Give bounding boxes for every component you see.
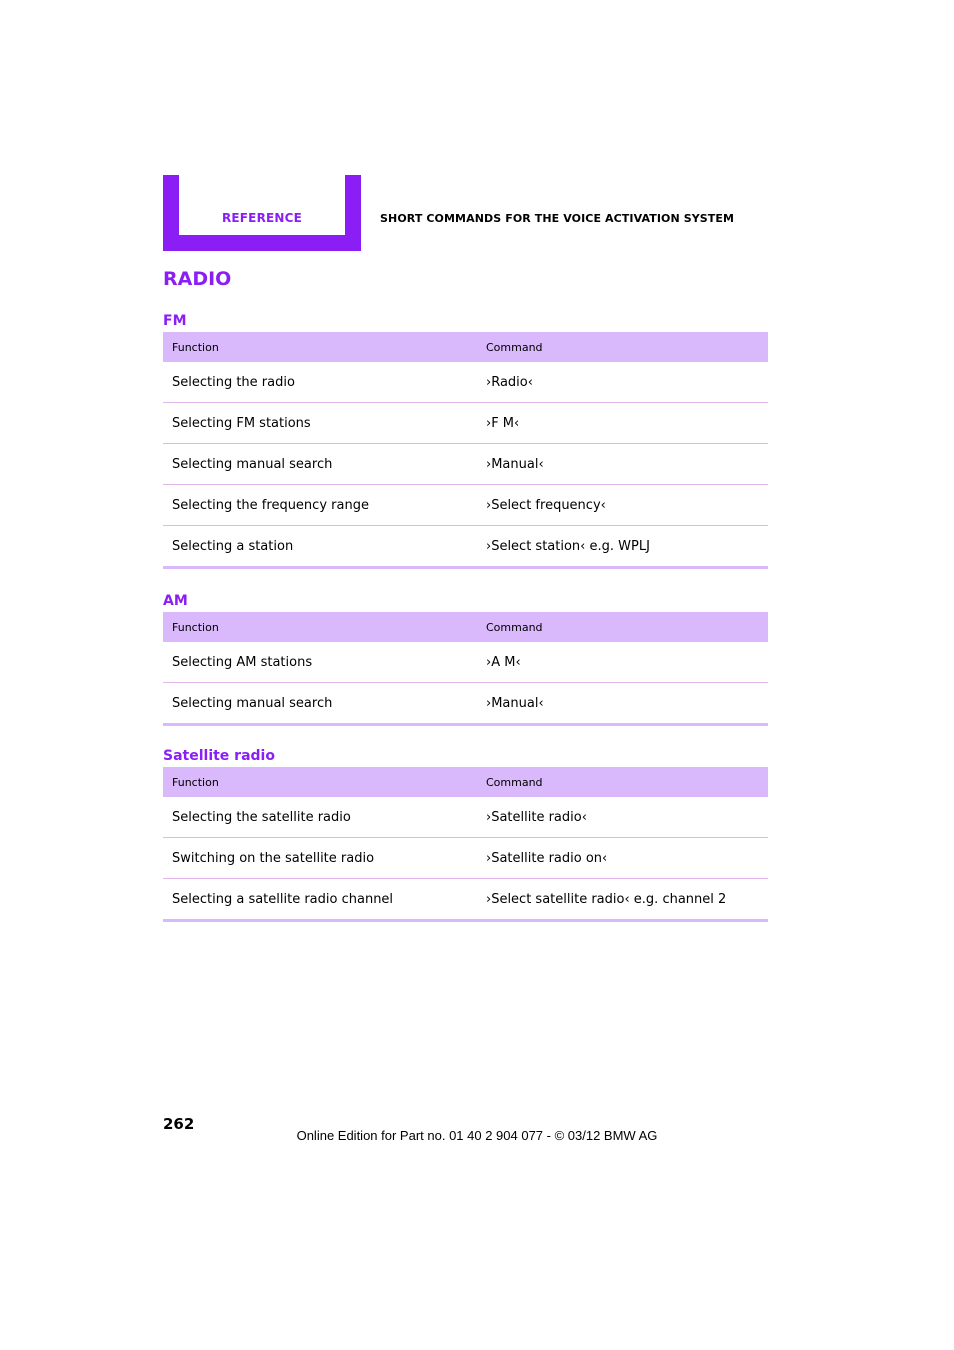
column-header-command: Command bbox=[477, 612, 768, 642]
command-cell: ›Radio‹ bbox=[477, 362, 768, 403]
table-row bbox=[163, 879, 768, 921]
table-row bbox=[163, 485, 768, 526]
section-fm bbox=[163, 310, 768, 569]
page-number: 262 bbox=[163, 1115, 195, 1133]
command-cell: ›Manual‹ bbox=[477, 683, 768, 725]
reference-tab bbox=[163, 175, 361, 251]
reference-tab-label: REFERENCE bbox=[221, 211, 303, 225]
function-cell: Selecting AM stations bbox=[163, 642, 477, 683]
section-satellite-radio bbox=[163, 745, 768, 922]
command-cell: ›Satellite radio‹ bbox=[477, 797, 768, 838]
command-cell: ›A M‹ bbox=[477, 642, 768, 683]
command-cell: ›Select station‹ e.g. WPLJ bbox=[477, 526, 768, 568]
table-header-row bbox=[163, 767, 768, 797]
column-header-command: Command bbox=[477, 767, 768, 797]
table-row bbox=[163, 362, 768, 403]
section-title: AM bbox=[163, 593, 188, 609]
table-row bbox=[163, 797, 768, 838]
function-cell: Selecting the frequency range bbox=[163, 485, 477, 526]
table-row bbox=[163, 642, 768, 683]
table-row bbox=[163, 838, 768, 879]
command-table bbox=[163, 332, 768, 569]
table-row bbox=[163, 403, 768, 444]
command-cell: ›Select satellite radio‹ e.g. channel 2 bbox=[477, 879, 768, 921]
page-title: RADIO bbox=[163, 268, 232, 290]
function-cell: Selecting FM stations bbox=[163, 403, 477, 444]
function-cell: Selecting manual search bbox=[163, 683, 477, 725]
function-cell: Selecting the radio bbox=[163, 362, 477, 403]
column-header-function: Function bbox=[163, 332, 477, 362]
section-title: FM bbox=[163, 313, 187, 329]
command-table bbox=[163, 612, 768, 726]
function-cell: Selecting a station bbox=[163, 526, 477, 568]
command-cell: ›Manual‹ bbox=[477, 444, 768, 485]
table-row bbox=[163, 526, 768, 568]
running-header: SHORT COMMANDS FOR THE VOICE ACTIVATION SYSTEM bbox=[380, 212, 735, 225]
function-cell: Selecting a satellite radio channel bbox=[163, 879, 477, 921]
function-cell: Switching on the satellite radio bbox=[163, 838, 477, 879]
column-header-function: Function bbox=[163, 612, 477, 642]
table-row bbox=[163, 683, 768, 725]
command-table bbox=[163, 767, 768, 922]
table-row bbox=[163, 444, 768, 485]
function-cell: Selecting the satellite radio bbox=[163, 797, 477, 838]
column-header-command: Command bbox=[477, 332, 768, 362]
command-cell: ›Select frequency‹ bbox=[477, 485, 768, 526]
reference-tab-inner bbox=[179, 175, 345, 235]
table-header-row bbox=[163, 612, 768, 642]
command-cell: ›F M‹ bbox=[477, 403, 768, 444]
column-header-function: Function bbox=[163, 767, 477, 797]
edition-note: Online Edition for Part no. 01 40 2 904 077 - © 03/12 BMW AG bbox=[296, 1128, 658, 1143]
section-title: Satellite radio bbox=[163, 748, 275, 764]
function-cell: Selecting manual search bbox=[163, 444, 477, 485]
section-am bbox=[163, 590, 768, 726]
table-header-row bbox=[163, 332, 768, 362]
command-cell: ›Satellite radio on‹ bbox=[477, 838, 768, 879]
